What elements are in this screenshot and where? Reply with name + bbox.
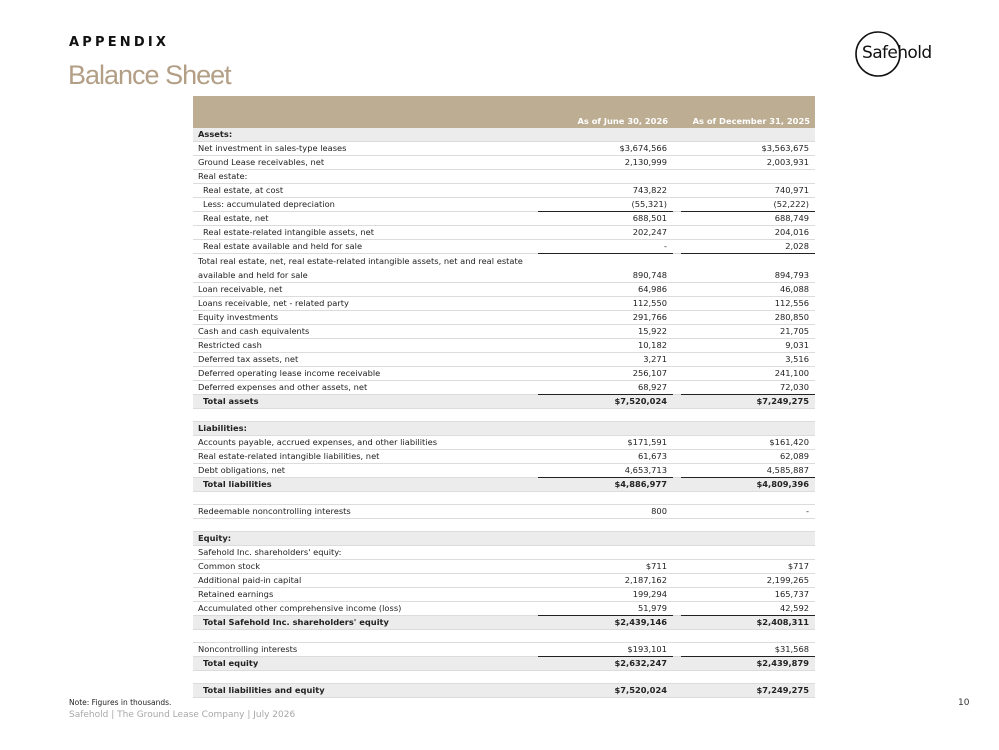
value-june-2026: 15,922 <box>538 325 673 339</box>
value-june-2026: $4,886,977 <box>538 478 673 492</box>
table-row <box>193 212 815 226</box>
gap-cell <box>673 367 681 381</box>
table-row <box>193 156 815 170</box>
row-label: Total liabilities <box>193 478 538 492</box>
value-december-2025 <box>681 519 815 532</box>
value-december-2025: $2,439,879 <box>681 657 815 671</box>
value-june-2026: $171,591 <box>538 436 673 450</box>
gap-cell <box>673 212 681 226</box>
gap-cell <box>673 630 681 643</box>
value-december-2025 <box>681 170 815 184</box>
row-label <box>193 630 538 643</box>
table-row <box>193 339 815 353</box>
gap-cell <box>673 616 681 630</box>
gap-cell <box>673 254 681 283</box>
table-section-row <box>193 422 815 436</box>
value-december-2025: 4,585,887 <box>681 464 815 478</box>
value-december-2025: 688,749 <box>681 212 815 226</box>
value-june-2026: 890,748 <box>538 254 673 283</box>
row-label: Accounts payable, accrued expenses, and other liabilities <box>193 436 538 450</box>
value-june-2026: 61,673 <box>538 450 673 464</box>
value-june-2026: 688,501 <box>538 212 673 226</box>
gap-cell <box>673 671 681 684</box>
value-june-2026: 10,182 <box>538 339 673 353</box>
row-label: Real estate-related intangible liabilities, net <box>193 450 538 464</box>
value-june-2026: 3,271 <box>538 353 673 367</box>
value-june-2026 <box>538 630 673 643</box>
value-june-2026: 112,550 <box>538 297 673 311</box>
row-label: Restricted cash <box>193 339 538 353</box>
value-june-2026 <box>538 532 673 546</box>
value-june-2026: (55,321) <box>538 198 673 212</box>
table-row <box>193 325 815 339</box>
table-row <box>193 226 815 240</box>
section-eyebrow: APPENDIX <box>69 35 170 50</box>
table-row <box>193 464 815 478</box>
value-june-2026: $2,439,146 <box>538 616 673 630</box>
row-label: Cash and cash equivalents <box>193 325 538 339</box>
value-december-2025: 241,100 <box>681 367 815 381</box>
value-june-2026 <box>538 546 673 560</box>
table-row <box>193 643 815 657</box>
gap-cell <box>673 226 681 240</box>
row-label: Real estate, at cost <box>193 184 538 198</box>
value-december-2025: $3,563,675 <box>681 142 815 156</box>
gap-cell <box>673 170 681 184</box>
value-june-2026 <box>538 519 673 532</box>
table-row <box>193 588 815 602</box>
row-label: Real estate, net <box>193 212 538 226</box>
table-row <box>193 546 815 560</box>
value-december-2025: $7,249,275 <box>681 684 815 698</box>
table-total-row <box>193 478 815 492</box>
value-december-2025 <box>681 532 815 546</box>
gap-cell <box>673 464 681 478</box>
value-december-2025: 2,003,931 <box>681 156 815 170</box>
table-section-row <box>193 532 815 546</box>
value-june-2026: 68,927 <box>538 381 673 395</box>
gap-cell <box>673 422 681 436</box>
table-row <box>193 505 815 519</box>
value-december-2025: 46,088 <box>681 283 815 297</box>
table-spacer-row <box>193 492 815 505</box>
row-label: Deferred tax assets, net <box>193 353 538 367</box>
gap-cell <box>673 588 681 602</box>
table-row <box>193 297 815 311</box>
page-title: Balance Sheet <box>68 60 231 90</box>
gap-cell <box>673 602 681 616</box>
value-june-2026 <box>538 422 673 436</box>
footnote: Note: Figures in thousands. <box>69 698 172 707</box>
gap-cell <box>673 128 681 142</box>
balance-sheet-table <box>193 96 815 698</box>
footer-text: Safehold | The Ground Lease Company | July 2026 <box>69 710 296 720</box>
row-label: Total real estate, net, real estate-related intangible assets, net and real estate available and held for sale <box>193 254 538 283</box>
value-june-2026: - <box>538 240 673 254</box>
column-header-december-2025: As of December 31, 2025 <box>681 96 815 128</box>
gap-cell <box>673 574 681 588</box>
value-june-2026 <box>538 492 673 505</box>
table-row <box>193 170 815 184</box>
gap-cell <box>673 643 681 657</box>
value-june-2026: 2,187,162 <box>538 574 673 588</box>
column-header-june-2026: As of June 30, 2026 <box>538 96 673 128</box>
value-june-2026: 256,107 <box>538 367 673 381</box>
row-label: Retained earnings <box>193 588 538 602</box>
row-label: Total Safehold Inc. shareholders' equity <box>193 616 538 630</box>
gap-cell <box>673 532 681 546</box>
value-june-2026 <box>538 128 673 142</box>
row-label: Deferred expenses and other assets, net <box>193 381 538 395</box>
gap-cell <box>673 381 681 395</box>
row-label: Net investment in sales-type leases <box>193 142 538 156</box>
gap-cell <box>673 492 681 505</box>
row-label: Accumulated other comprehensive income (loss) <box>193 602 538 616</box>
value-december-2025 <box>681 630 815 643</box>
table-row <box>193 574 815 588</box>
row-label: Debt obligations, net <box>193 464 538 478</box>
value-december-2025: $717 <box>681 560 815 574</box>
value-december-2025 <box>681 128 815 142</box>
gap-cell <box>673 684 681 698</box>
row-label: Equity: <box>193 532 538 546</box>
table-row <box>193 142 815 156</box>
row-label <box>193 409 538 422</box>
row-label: Redeemable noncontrolling interests <box>193 505 538 519</box>
value-june-2026: 199,294 <box>538 588 673 602</box>
value-december-2025: 3,516 <box>681 353 815 367</box>
row-label: Liabilities: <box>193 422 538 436</box>
row-label: Additional paid-in capital <box>193 574 538 588</box>
gap-cell <box>673 240 681 254</box>
value-december-2025: 165,737 <box>681 588 815 602</box>
value-june-2026 <box>538 671 673 684</box>
table-spacer-row <box>193 409 815 422</box>
gap-cell <box>673 325 681 339</box>
value-december-2025: 740,971 <box>681 184 815 198</box>
value-december-2025: - <box>681 505 815 519</box>
value-june-2026: $3,674,566 <box>538 142 673 156</box>
row-label: Loan receivable, net <box>193 283 538 297</box>
value-june-2026 <box>538 170 673 184</box>
value-june-2026: 51,979 <box>538 602 673 616</box>
value-december-2025: $31,568 <box>681 643 815 657</box>
value-december-2025: $2,408,311 <box>681 616 815 630</box>
table-total-row <box>193 395 815 409</box>
table-row <box>193 436 815 450</box>
value-june-2026: 202,247 <box>538 226 673 240</box>
row-label: Deferred operating lease income receivable <box>193 367 538 381</box>
value-june-2026: 291,766 <box>538 311 673 325</box>
page-number: 10 <box>958 698 970 708</box>
table-row <box>193 311 815 325</box>
table-total-row <box>193 616 815 630</box>
row-label <box>193 519 538 532</box>
gap-cell <box>673 395 681 409</box>
table-row <box>193 381 815 395</box>
header-gap-cell <box>673 96 681 128</box>
value-december-2025: 72,030 <box>681 381 815 395</box>
value-june-2026: 800 <box>538 505 673 519</box>
value-june-2026: $7,520,024 <box>538 684 673 698</box>
table-spacer-row <box>193 519 815 532</box>
gap-cell <box>673 560 681 574</box>
value-june-2026: $2,632,247 <box>538 657 673 671</box>
table-row <box>193 450 815 464</box>
value-december-2025 <box>681 546 815 560</box>
table-spacer-row <box>193 671 815 684</box>
value-december-2025: $4,809,396 <box>681 478 815 492</box>
gap-cell <box>673 156 681 170</box>
gap-cell <box>673 546 681 560</box>
value-june-2026: 743,822 <box>538 184 673 198</box>
value-december-2025: $7,249,275 <box>681 395 815 409</box>
value-december-2025: 62,089 <box>681 450 815 464</box>
value-december-2025: 42,592 <box>681 602 815 616</box>
value-december-2025: $161,420 <box>681 436 815 450</box>
value-december-2025: 2,028 <box>681 240 815 254</box>
table-row <box>193 283 815 297</box>
value-december-2025: (52,222) <box>681 198 815 212</box>
value-june-2026: $7,520,024 <box>538 395 673 409</box>
gap-cell <box>673 519 681 532</box>
table-row <box>193 184 815 198</box>
table-spacer-row <box>193 630 815 643</box>
value-december-2025: 9,031 <box>681 339 815 353</box>
gap-cell <box>673 478 681 492</box>
value-june-2026: $711 <box>538 560 673 574</box>
gap-cell <box>673 409 681 422</box>
gap-cell <box>673 353 681 367</box>
table-row <box>193 254 815 283</box>
gap-cell <box>673 450 681 464</box>
value-june-2026: $193,101 <box>538 643 673 657</box>
row-label: Ground Lease receivables, net <box>193 156 538 170</box>
table-row <box>193 367 815 381</box>
value-december-2025: 21,705 <box>681 325 815 339</box>
row-label: Real estate available and held for sale <box>193 240 538 254</box>
table-total-row <box>193 684 815 698</box>
row-label: Assets: <box>193 128 538 142</box>
row-label: Loans receivable, net - related party <box>193 297 538 311</box>
value-december-2025 <box>681 422 815 436</box>
table-row <box>193 602 815 616</box>
gap-cell <box>673 283 681 297</box>
gap-cell <box>673 339 681 353</box>
value-december-2025 <box>681 492 815 505</box>
table-row <box>193 560 815 574</box>
row-label: Common stock <box>193 560 538 574</box>
value-december-2025 <box>681 409 815 422</box>
row-label: Real estate: <box>193 170 538 184</box>
row-label <box>193 671 538 684</box>
logo-wordmark: Safehold <box>862 43 932 63</box>
value-december-2025: 2,199,265 <box>681 574 815 588</box>
gap-cell <box>673 657 681 671</box>
row-label: Real estate-related intangible assets, net <box>193 226 538 240</box>
table-row <box>193 240 815 254</box>
gap-cell <box>673 311 681 325</box>
value-june-2026 <box>538 409 673 422</box>
value-december-2025: 112,556 <box>681 297 815 311</box>
value-december-2025: 894,793 <box>681 254 815 283</box>
value-december-2025 <box>681 671 815 684</box>
gap-cell <box>673 297 681 311</box>
table-row <box>193 353 815 367</box>
row-label: Total equity <box>193 657 538 671</box>
value-june-2026: 64,986 <box>538 283 673 297</box>
row-label <box>193 492 538 505</box>
row-label: Total liabilities and equity <box>193 684 538 698</box>
gap-cell <box>673 436 681 450</box>
table-total-row <box>193 657 815 671</box>
table-section-row <box>193 128 815 142</box>
gap-cell <box>673 184 681 198</box>
gap-cell <box>673 142 681 156</box>
row-label: Equity investments <box>193 311 538 325</box>
row-label: Safehold Inc. shareholders' equity: <box>193 546 538 560</box>
table-header-row <box>193 96 815 128</box>
gap-cell <box>673 198 681 212</box>
value-december-2025: 204,016 <box>681 226 815 240</box>
row-label: Total assets <box>193 395 538 409</box>
value-june-2026: 4,653,713 <box>538 464 673 478</box>
header-label-cell <box>193 96 538 128</box>
table-row <box>193 198 815 212</box>
row-label: Less: accumulated depreciation <box>193 198 538 212</box>
gap-cell <box>673 505 681 519</box>
value-december-2025: 280,850 <box>681 311 815 325</box>
value-june-2026: 2,130,999 <box>538 156 673 170</box>
row-label: Noncontrolling interests <box>193 643 538 657</box>
